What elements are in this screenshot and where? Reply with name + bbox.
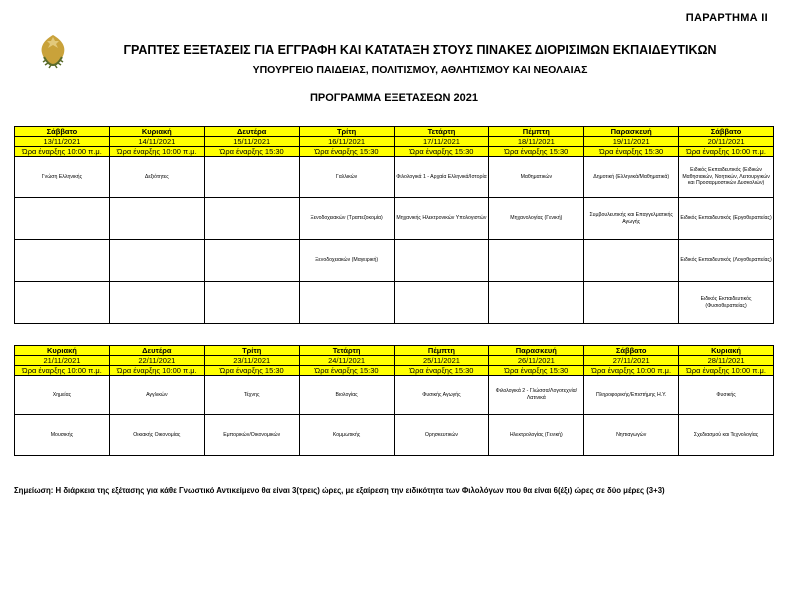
start-cell: Ώρα έναρξης 10:00 π.μ. xyxy=(679,147,774,157)
subject-cell xyxy=(584,282,679,324)
day-cell: Πέμπτη xyxy=(394,346,489,356)
subject-cell: Βιολογίας xyxy=(299,376,394,415)
day-cell: Τετάρτη xyxy=(299,346,394,356)
day-cell: Παρασκευή xyxy=(489,346,584,356)
subject-cell: Φιλολογικά 2 - Γλώσσα/Λογοτεχνία/Λατινικά xyxy=(489,376,584,415)
subject-row xyxy=(15,282,774,324)
schedule-table-week2 xyxy=(14,345,774,456)
day-cell: Δευτέρα xyxy=(204,127,299,137)
subject-cell xyxy=(204,282,299,324)
subject-cell: Δημοτική (Ελληνικά/Μαθηματικά) xyxy=(584,157,679,198)
start-cell: Ώρα έναρξης 10:00 π.μ. xyxy=(679,366,774,376)
subject-cell: Ηλεκτρολογίας (Γενική) xyxy=(489,415,584,456)
subject-row xyxy=(15,240,774,282)
subject-row xyxy=(15,198,774,240)
subject-cell xyxy=(204,198,299,240)
subject-cell xyxy=(584,240,679,282)
subject-cell: Οικιακής Οικονομίας xyxy=(109,415,204,456)
schedule-table-week1 xyxy=(14,126,774,324)
subject-cell: Τέχνης xyxy=(204,376,299,415)
start-cell: Ώρα έναρξης 10:00 π.μ. xyxy=(15,366,110,376)
date-cell: 19/11/2021 xyxy=(584,137,679,147)
start-cell: Ώρα έναρξης 15:30 xyxy=(489,147,584,157)
subject-cell xyxy=(109,198,204,240)
subject-cell: Φυσικής xyxy=(679,376,774,415)
subject-cell: Μουσικής xyxy=(15,415,110,456)
subject-row xyxy=(15,415,774,456)
ministry-name: ΥΠΟΥΡΓΕΙΟ ΠΑΙΔΕΙΑΣ, ΠΟΛΙΤΙΣΜΟΥ, ΑΘΛΗΤΙΣΜΟΥ ΚΑΙ ΝΕΟΛΑΙΑΣ xyxy=(252,64,588,76)
start-cell: Ώρα έναρξης 15:30 xyxy=(299,147,394,157)
subject-cell: Συμβουλευτικής και Επαγγελματικής Αγωγής xyxy=(584,198,679,240)
subject-cell xyxy=(489,240,584,282)
subject-cell xyxy=(204,157,299,198)
day-cell: Σάββατο xyxy=(584,346,679,356)
subject-cell xyxy=(204,240,299,282)
day-cell: Τρίτη xyxy=(299,127,394,137)
date-cell: 27/11/2021 xyxy=(584,356,679,366)
document-title: ΓΡΑΠΤΕΣ ΕΞΕΤΑΣΕΙΣ ΓΙΑ ΕΓΓΡΑΦΗ ΚΑΙ ΚΑΤΑΤΑΞΗ ΣΤΟΥΣ ΠΙΝΑΚΕΣ ΔΙΟΡΙΣΙΜΩΝ ΕΚΠΑΙΔΕΥΤΙΚΩΝ xyxy=(123,43,717,57)
subject-cell: Χημείας xyxy=(15,376,110,415)
date-cell: 24/11/2021 xyxy=(299,356,394,366)
start-cell: Ώρα έναρξης 15:30 xyxy=(394,147,489,157)
subject-cell: Γαλλικών xyxy=(299,157,394,198)
date-cell: 16/11/2021 xyxy=(299,137,394,147)
subject-cell: Ειδικός Εκπαιδευτικός (Εργοθεραπείας) xyxy=(679,198,774,240)
day-cell: Τρίτη xyxy=(204,346,299,356)
start-row xyxy=(15,366,774,376)
subject-cell: Ειδικός Εκπαιδευτικός (Ειδικών Μαθησιακών, Νοητικών, Λειτουργικών και Προσαρμοστικών Δυσκολιών) xyxy=(679,157,774,198)
subject-cell xyxy=(394,240,489,282)
start-cell: Ώρα έναρξης 15:30 xyxy=(394,366,489,376)
subject-cell xyxy=(15,240,110,282)
start-cell: Ώρα έναρξης 15:30 xyxy=(584,147,679,157)
start-cell: Ώρα έναρξης 15:30 xyxy=(489,366,584,376)
subject-cell xyxy=(15,198,110,240)
day-cell: Κυριακή xyxy=(109,127,204,137)
date-cell: 14/11/2021 xyxy=(109,137,204,147)
subject-cell: Φιλολογικά 1 - Αρχαία Ελληνικά/Ιστορία xyxy=(394,157,489,198)
subject-cell: Ορησκευτικών xyxy=(394,415,489,456)
day-row xyxy=(15,127,774,137)
subject-cell xyxy=(15,282,110,324)
date-cell: 13/11/2021 xyxy=(15,137,110,147)
start-cell: Ώρα έναρξης 15:30 xyxy=(299,366,394,376)
date-cell: 26/11/2021 xyxy=(489,356,584,366)
subject-cell: Ξενοδοχειακών (Τραπεζοκομία) xyxy=(299,198,394,240)
subject-cell xyxy=(394,282,489,324)
day-cell: Κυριακή xyxy=(679,346,774,356)
date-cell: 22/11/2021 xyxy=(109,356,204,366)
subject-cell: Κομμωτικής xyxy=(299,415,394,456)
day-cell: Σάββατο xyxy=(679,127,774,137)
date-cell: 21/11/2021 xyxy=(15,356,110,366)
date-row xyxy=(15,137,774,147)
subject-cell xyxy=(109,282,204,324)
date-cell: 18/11/2021 xyxy=(489,137,584,147)
subject-cell: Πληροφορικής/Επιστήμης Η.Υ. xyxy=(584,376,679,415)
day-row xyxy=(15,346,774,356)
subject-cell: Ειδικός Εκπαιδευτικός (Φυσιοθεραπείας) xyxy=(679,282,774,324)
start-row xyxy=(15,147,774,157)
day-cell: Παρασκευή xyxy=(584,127,679,137)
day-cell: Πέμπτη xyxy=(489,127,584,137)
subject-cell: Σχεδιασμού και Τεχνολογίας xyxy=(679,415,774,456)
start-cell: Ώρα έναρξης 10:00 π.μ. xyxy=(15,147,110,157)
start-cell: Ώρα έναρξης 10:00 π.μ. xyxy=(109,366,204,376)
date-cell: 20/11/2021 xyxy=(679,137,774,147)
footnote: Σημείωση: Η διάρκεια της εξέτασης για κάθε Γνωστικό Αντικείμενο θα είναι 3(τρεις) ώρες, με εξαίρεση την ειδικότητα των Φιλολόγων που θα είναι 6(έξι) ώρες σε δύο μέρες (3+3) xyxy=(14,486,665,495)
coat-of-arms-icon xyxy=(38,33,68,73)
start-cell: Ώρα έναρξης 15:30 xyxy=(204,147,299,157)
day-cell: Σάββατο xyxy=(15,127,110,137)
date-row xyxy=(15,356,774,366)
subject-cell: Ειδικός Εκπαιδευτικός (Λογοθεραπείας) xyxy=(679,240,774,282)
subject-cell xyxy=(489,282,584,324)
day-cell: Κυριακή xyxy=(15,346,110,356)
subject-cell: Αγγλικών xyxy=(109,376,204,415)
date-cell: 15/11/2021 xyxy=(204,137,299,147)
date-cell: 25/11/2021 xyxy=(394,356,489,366)
subject-cell: Εμπορικών/Οικονομικών xyxy=(204,415,299,456)
program-title: ΠΡΟΓΡΑΜΜΑ ΕΞΕΤΑΣΕΩΝ 2021 xyxy=(309,92,479,104)
subject-cell: Φυσικής Αγωγής xyxy=(394,376,489,415)
subject-cell xyxy=(109,240,204,282)
subject-cell: Μηχανολογίας (Γενική) xyxy=(489,198,584,240)
date-cell: 17/11/2021 xyxy=(394,137,489,147)
subject-row xyxy=(15,157,774,198)
start-cell: Ώρα έναρξης 15:30 xyxy=(204,366,299,376)
day-cell: Τετάρτη xyxy=(394,127,489,137)
annex-label: ΠΑΡΑΡΤΗΜΑ ΙΙ xyxy=(685,12,768,24)
subject-cell: Δεξιότητες xyxy=(109,157,204,198)
subject-cell xyxy=(299,282,394,324)
start-cell: Ώρα έναρξης 10:00 π.μ. xyxy=(584,366,679,376)
start-cell: Ώρα έναρξης 10:00 π.μ. xyxy=(109,147,204,157)
subject-cell: Ξενοδοχειακών (Μαγειρική) xyxy=(299,240,394,282)
subject-cell: Μαθηματικών xyxy=(489,157,584,198)
subject-cell: Μηχανικής Ηλεκτρονικών Υπολογιστών xyxy=(394,198,489,240)
date-cell: 28/11/2021 xyxy=(679,356,774,366)
subject-cell: Νηπιαγωγών xyxy=(584,415,679,456)
subject-cell: Γνώση Ελληνικής xyxy=(15,157,110,198)
date-cell: 23/11/2021 xyxy=(204,356,299,366)
day-cell: Δευτέρα xyxy=(109,346,204,356)
subject-row xyxy=(15,376,774,415)
